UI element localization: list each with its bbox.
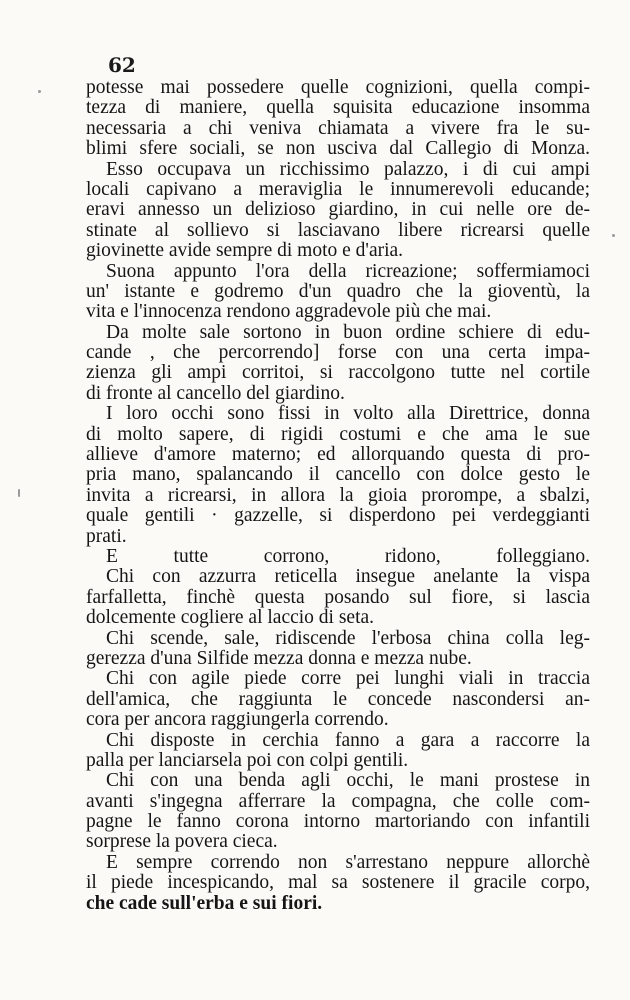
- text-line: giovinette avide sempre di moto e d'aria.: [86, 241, 404, 262]
- text-line: prati.: [86, 526, 127, 547]
- text-line: gerezza d'una Silfide mezza donna e mezza nube.: [86, 648, 472, 669]
- text-line: di molto sapere, di rigidi costumi e che ama le sue: [86, 424, 590, 445]
- text-line: quale gentili · gazzelle, si disperdono pei verdeggianti: [86, 506, 590, 527]
- text-line: locali capivano a meraviglia le innumerevoli educande;: [86, 179, 590, 200]
- paper-speck: [18, 489, 20, 497]
- text-line: stinate al sollievo si lasciavano libere ricrearsi quelle: [86, 220, 590, 241]
- text-line: Suona appunto l'ora della ricreazione; soffermiamoci: [106, 261, 590, 282]
- text-line: Da molte sale sortono in buon ordine schiere di edu-: [106, 322, 590, 343]
- text-line: che cade sull'erba e sui fiori.: [86, 893, 323, 914]
- text-line: zienza gli ampi corritoi, si raccolgono tutte nel cortile: [86, 363, 590, 384]
- text-line: Esso occupava un ricchissimo palazzo, i di cui ampi: [106, 159, 590, 180]
- text-line: il piede incespicando, mal sa sostenere il gracile corpo,: [86, 873, 590, 894]
- text-line: invita a ricrearsi, in allora la gioia prorompe, a sbalzi,: [86, 485, 590, 506]
- text-line: potesse mai possedere quelle cognizioni, quella compi-: [86, 78, 590, 98]
- text-line: sorprese la povera cieca.: [86, 832, 278, 853]
- text-line: vita e l'innocenza rendono aggradevole più che mai.: [86, 302, 492, 323]
- text-line: avanti s'ingegna afferrare la compagna, che colle com-: [86, 791, 590, 812]
- text-line: E tutte corrono, ridono, folleggiano.: [106, 546, 590, 567]
- text-line: allieve d'amore materno; ed allorquando questa di pro-: [86, 445, 590, 466]
- paper-speck: [38, 90, 41, 93]
- text-line: E sempre correndo non s'arrestano neppure allorchè: [106, 852, 590, 873]
- text-line: blimi sfere sociali, se non usciva dal Callegio di Monza.: [86, 139, 590, 160]
- text-line: necessaria a chi veniva chiamata a vivere fra le su-: [86, 118, 590, 139]
- text-line: farfalletta, finchè questa posando sul fiore, si lascia: [86, 587, 590, 608]
- text-line: dolcemente cogliere al laccio di seta.: [86, 608, 375, 629]
- text-line: tezza di maniere, quella squisita educazione insomma: [86, 98, 590, 119]
- text-line: di fronte al cancello del giardino.: [86, 383, 345, 404]
- text-line: Chi scende, sale, ridiscende l'erbosa china colla leg-: [106, 628, 590, 649]
- text-line: I loro occhi sono fissi in volto alla Direttrice, donna: [106, 404, 590, 425]
- text-line: pagne le fanno corona intorno martoriando con infantili: [86, 812, 590, 833]
- text-line: Chi disposte in cerchia fanno a gara a raccorre la: [106, 730, 590, 751]
- text-line: cora per ancora raggiungerla correndo.: [86, 710, 389, 731]
- text-line: cande , che percorrendo] forse con una certa impa-: [86, 343, 590, 364]
- text-line: un' istante e godremo d'un quadro che la gioventù, la: [86, 281, 590, 302]
- body-text: [86, 78, 590, 914]
- text-line: Chi con agile piede corre pei lunghi viali in traccia: [106, 669, 590, 690]
- text-line: palla per lanciarsela poi con colpi gentili.: [86, 750, 409, 771]
- text-line: dell'amica, che raggiunta le concede nascondersi an-: [86, 689, 590, 710]
- text-line: pria mano, spalancando il cancello con dolce gesto le: [86, 465, 590, 486]
- text-line: eravi annesso un delizioso giardino, in cui nelle ore de-: [86, 200, 590, 221]
- text-line: Chi con una benda agli occhi, le mani prostese in: [106, 771, 590, 792]
- text-line: Chi con azzurra reticella insegue anelante la vispa: [106, 567, 590, 588]
- page-number: 62: [108, 53, 136, 77]
- paper-speck: [612, 234, 615, 237]
